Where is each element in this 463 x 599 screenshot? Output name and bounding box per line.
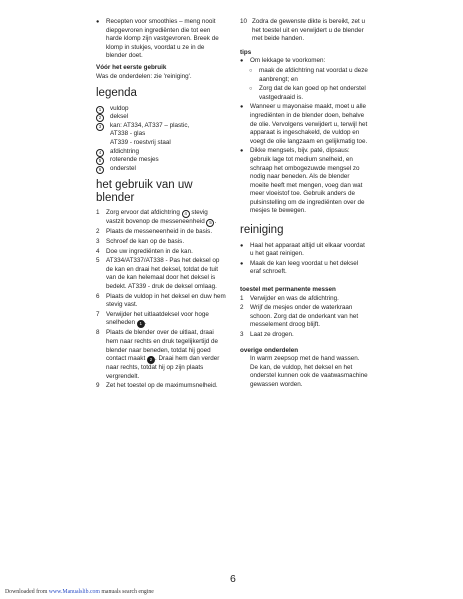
number-circle-icon: 1: [96, 106, 104, 114]
number-circle-icon: 4: [96, 149, 104, 157]
usage-step: 1 Zorg ervoor dat afdichtring 4 stevig vastzit bovenop de messeneenheid 5 .: [96, 209, 217, 226]
number-circle-icon: 1: [137, 320, 145, 328]
base-heading: toestel met permanente messen: [240, 285, 336, 293]
usage-heading: het gebruik van uw blender: [96, 179, 193, 204]
legend-heading: legenda: [96, 87, 137, 100]
base-step: 1 Verwijder en was de afdichtring.: [240, 294, 339, 302]
usage-step: 5 AT334/AT337/AT338 - Pas het deksel op de kan en draai het deksel, totdat de tuit van de kan helemaal door het deksel is bedekt. AT339 - druk de deksel omlaag.: [96, 257, 220, 290]
tip-mayo: ● Wanneer u mayonaise maakt, moet u alle ingrediënten in de blender doen, behalve de olie. Vervolgens verwijdert u, terwijl het apparaat is ingeschakeld, de vuldop en voegt de olie langzaam en gelijkmatig toe.: [240, 103, 368, 146]
left-column: [96, 18, 227, 392]
usage-step: 4 Doe uw ingrediënten in de kan.: [96, 247, 193, 255]
legend-item: 1 vuldop: [96, 105, 227, 114]
base-step: 3 Laat ze drogen.: [240, 330, 294, 338]
other-parts-heading: overige onderdelen: [240, 346, 299, 354]
usage-step: 8 Plaats de blender over de uitlaat, draai hem naar rechts en druk tegelijkertijd de blender naar beneden, totdat hij goed contact maakt 2 . Draai hem dan verder naar rechts, totdat hij op zijn plaats vergrendelt.: [96, 329, 220, 380]
before-use-text: Was de onderdelen: zie 'reiniging'.: [96, 72, 192, 80]
legend-item: 6 onderstel: [96, 165, 227, 174]
tip-leak-sub: ○ maak de afdichtring nat voordat u deze aanbrengt; en: [249, 67, 368, 84]
usage-step: 9 Zet het toestel op de maximumsnelheid.: [96, 382, 218, 390]
before-use-heading: Vóór het eerste gebruik: [96, 63, 167, 71]
usage-step: 7 Verwijder het uitlaatdeksel voor hoge snelheden 1 .: [96, 310, 209, 327]
legend-list: [96, 105, 227, 174]
number-circle-icon: 2: [96, 114, 104, 122]
manualslib-link[interactable]: www.Manualslib.com: [48, 589, 100, 595]
usage-step: 6 Plaats de vuldop in het deksel en duw hem stevig vast.: [96, 292, 226, 309]
intro-bullet: ● Recepten voor smoothies – meng nooit diepgevroren ingrediënten die tot een harde klomp zijn vastgevroren. Breek de klomp in stukjes, voordat u ze in de blender doet.: [96, 18, 227, 61]
tip-thick: ● Dikke mengsels, bijv. paté, dipsaus: gebruik lage tot medium snelheid, en schraap het ombogezuwde mengsel zo nodig naar beneden. Als de blender moeite heeft met mengen, voeg dan wat meer vloeistof toe. Gebruik anders de pulsinstelling om de ingrediënten over de mesjes te bewegen.: [240, 147, 368, 216]
usage-steps: [96, 209, 227, 391]
cleaning-heading: reiniging: [240, 224, 284, 237]
number-circle-icon: 5: [206, 219, 214, 227]
cleaning-bullet: ● Haal het apparaat altijd uit elkaar voordat u het gaat reinigen.: [240, 242, 368, 259]
right-column: [240, 18, 368, 389]
number-circle-icon: 2: [147, 356, 155, 364]
usage-step-10: 10 Zodra de gewenste dikte is bereikt, zet u het toestel uit en verwijdert u de blender met beide handen.: [240, 18, 366, 43]
tip-leak-sub: ○ Zorg dat de kan goed op het onderstel vastgedraaid is.: [249, 85, 368, 102]
page-number: 6: [230, 573, 236, 585]
tip-leak: ● Om lekkage te voorkomen:: [240, 57, 368, 66]
number-circle-icon: 4: [182, 210, 190, 218]
usage-step: 2 Plaats de messeneenheid in de basis.: [96, 228, 213, 236]
legend-item: 3 kan: AT334, AT337 – plastic, AT338 - glas AT339 - roestvrij staal: [96, 122, 227, 148]
number-circle-icon: 3: [96, 123, 104, 131]
number-circle-icon: 5: [96, 157, 104, 165]
base-step: 2 Wrijf de mesjes onder de waterkraan schoon. Zorg dat de onderkant van het messelement droog blijft.: [240, 304, 359, 329]
legend-item: 5 roterende mesjes: [96, 156, 227, 165]
number-circle-icon: 6: [96, 166, 104, 174]
cleaning-bullet: ● Maak de kan leeg voordat u het deksel eraf schroeft.: [240, 260, 368, 277]
usage-step: 3 Schroef de kan op de basis.: [96, 238, 185, 245]
other-parts-text: In warm zeepsop met de hand wassen. De kan, de vuldop, het deksel en het onderstel kunnen ook de vaatwasmachine gewassen worden.: [250, 355, 368, 388]
footer: Downloaded from www.Manualslib.com manuals search engine: [5, 589, 154, 595]
legend-item: 2 deksel: [96, 113, 227, 122]
tips-heading: tips: [240, 48, 252, 56]
legend-item: 4 afdichtring: [96, 148, 227, 157]
